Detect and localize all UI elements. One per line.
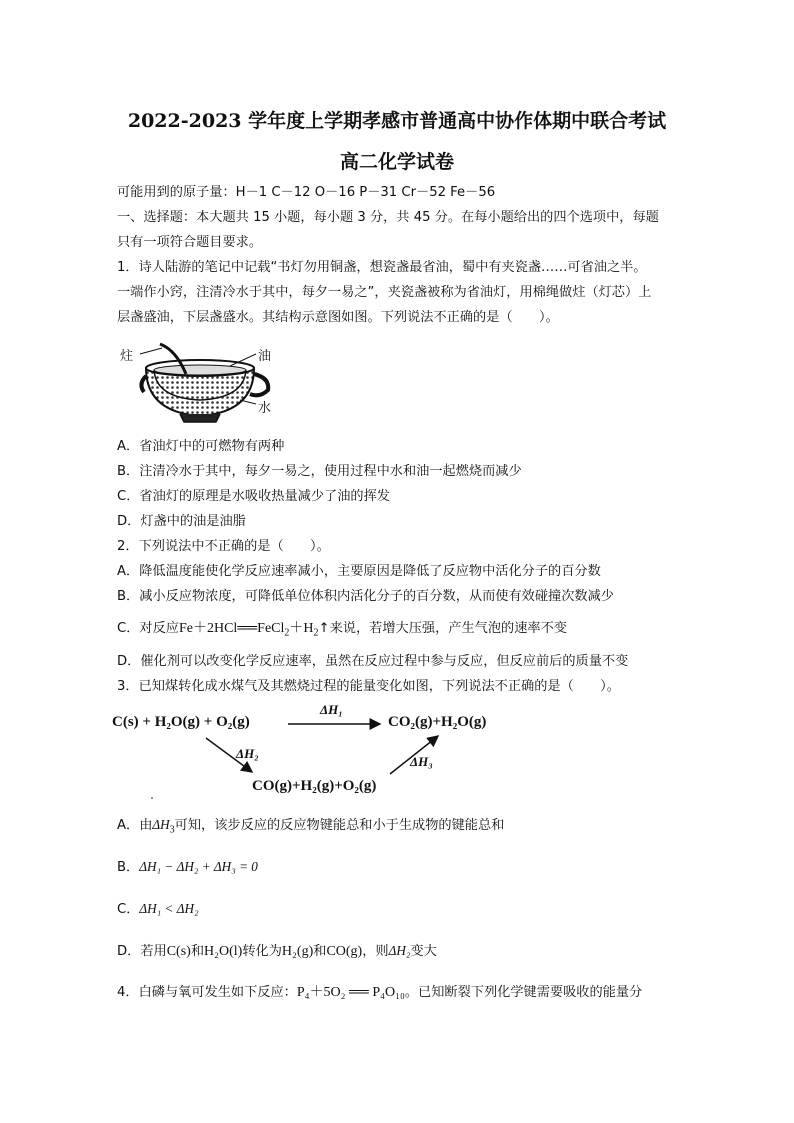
q1-stem-line2: 一端作小窍，注清冷水于其中，每夕一易之”，夹瓷盏被称为省油灯，用棉绳做炷（灯芯）上 [117,285,652,300]
q1-option-c: C．省油灯的原理是水吸收热量减少了油的挥发 [117,489,390,504]
reactants-label: C(s) + H₂O(g) + O₂(g) [112,714,250,730]
reaction-fe-hcl: Fe＋2HCl [178,621,238,636]
exam-subtitle: 高二化学试卷 [339,151,454,173]
intermediate-label: CO(g)+H₂(g)+O₂(g) [252,778,377,794]
q3-option-c: C．ΔH₁ < ΔH₂ [117,901,199,917]
q2-option-c: C．对反应$Fe+2HCl══FeCl_2+H_2↑$来说，若增大压强，产生气泡的速率不变 [117,621,567,639]
q2-stem: 2．下列说法中不正确的是（ ）。 [117,539,330,554]
energy-cycle-diagram [112,700,532,810]
section-heading-line1: 一、选择题：本大题共 15 小题，每小题 3 分，共 45 分。在每小题给出的四个选项中，每题 [117,210,659,225]
q1-option-b: B．注清冷水于其中，每夕一易之，使用过程中水和油一起燃烧而减少 [117,464,522,479]
q3-option-a: A．由$\Delta H_3$可知，该步反应的反应物键能总和小于生成物的键能总和 [117,817,505,836]
atomic-masses: 可能用到的原子量：H－1 C－12 O－16 P－31 Cr－52 Fe－56 [117,185,496,200]
label-wick: 炷 [120,349,134,364]
q4-stem: 4．白磷与氧可发生如下反应：P₄＋5O₂ ══ P₄O₁₀。已知断裂下列化学键需要吸收的能量分 [117,985,643,1000]
dh2-label: ΔH₂ [236,746,259,761]
q1-stem-line1: 1．诗人陆游的笔记中记载“书灯勿用铜盏，想瓷盏最省油，蜀中有夹瓷盏……可省油之半。 [117,260,647,275]
q2-option-d: D．催化剂可以改变化学反应速率，虽然在反应过程中参与反应，但反应前后的质量不变 [117,654,629,669]
dh1-label: ΔH₁ [320,702,343,717]
q1-option-d: D．灯盏中的油是油脂 [117,514,246,529]
q1-stem-line3: 层盏盛油，下层盏盛水。其结构示意图如图。下列说法不正确的是（ ）。 [117,310,559,325]
exam-title: 2022-2023 学年度上学期孝感市普通高中协作体期中联合考试 [127,110,667,132]
dh3-label: ΔH₃ [410,754,433,769]
products-label: CO₂(g)+H₂O(g) [388,714,487,730]
section-heading-line2: 只有一项符合题目要求。 [117,235,263,250]
label-oil: 油 [258,349,272,364]
phosphorus-reaction: P₄＋5O₂ ══ P₄O₁₀ [296,985,405,1000]
q3-option-d: D．若用C(s)和H₂O(l)转化为H₂(g)和CO(g)，则ΔH₂变大 [117,943,437,959]
q1-option-a: A．省油灯中的可燃物有两种 [117,439,285,454]
q2-option-a: A．降低温度能使化学反应速率减小，主要原因是降低了反应物中活化分子的百分数 [117,564,601,579]
oil-lamp-figure [120,340,290,430]
q3-option-b: B．ΔH₁ − ΔH₂ + ΔH₃ = 0 [117,859,258,875]
q3-stem: 3．已知煤转化成水煤气及其燃烧过程的能量变化如图，下列说法不正确的是（ ）。 [117,679,620,694]
q2-option-b: B．减小反应物浓度，可降低单位体积内活化分子的百分数，从而使有效碰撞次数减少 [117,589,614,604]
label-water: 水 [258,401,272,416]
